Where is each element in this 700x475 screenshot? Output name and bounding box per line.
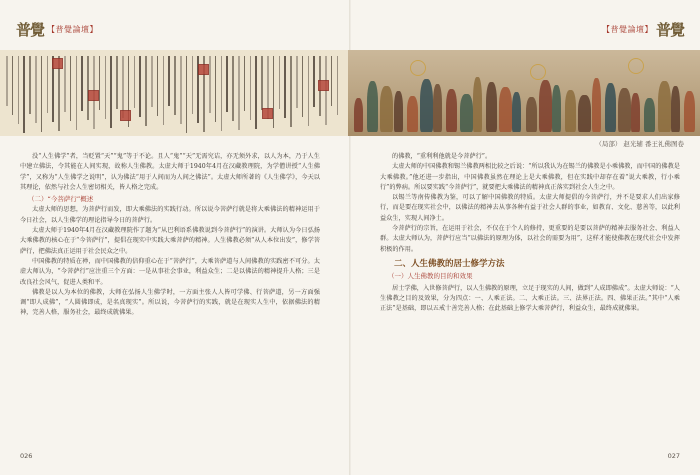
painted-figure bbox=[486, 82, 497, 132]
buddhist-painting-image bbox=[348, 50, 700, 136]
calligraphy-stroke bbox=[273, 56, 275, 128]
painted-figure bbox=[552, 85, 561, 132]
calligraphy-stroke bbox=[122, 56, 124, 118]
paragraph: 太虚大师的思想，为菩萨行而发，即大乘佛法的实践行动。所以说今菩萨行就是将大乘佛法的精神运用于今日社会，以人生佛学的理论指导今日的菩萨行。 bbox=[20, 206, 320, 224]
painted-figure bbox=[658, 81, 671, 132]
calligraphy-stroke bbox=[76, 56, 78, 130]
calligraphy-stroke bbox=[139, 56, 141, 117]
calligraphy-stroke bbox=[99, 56, 101, 110]
calligraphy-stroke bbox=[81, 56, 83, 111]
image-caption: （局部） 赵光辅 番王礼佛图卷 bbox=[595, 140, 684, 148]
magazine-logo: 普覺 bbox=[655, 20, 684, 39]
red-seal-stamp bbox=[318, 80, 329, 91]
subheading: （一）人生佛教的目的和效果 bbox=[388, 272, 473, 281]
calligraphy-stroke bbox=[308, 56, 310, 126]
calligraphy-stroke bbox=[6, 56, 8, 106]
halo bbox=[410, 60, 426, 76]
calligraphy-stroke bbox=[261, 56, 263, 110]
calligraphy-stroke bbox=[12, 56, 14, 115]
painted-figure bbox=[407, 96, 418, 132]
halo bbox=[530, 64, 546, 80]
section-heading: 二、人生佛教的居士修学方法 bbox=[394, 258, 505, 269]
page-number-left: 026 bbox=[20, 452, 33, 460]
painted-figure bbox=[367, 81, 378, 132]
painted-figure bbox=[420, 79, 433, 132]
calligraphy-stroke bbox=[163, 56, 165, 125]
subheading: （二）“今菩萨行”概述 bbox=[28, 195, 94, 204]
painted-figure bbox=[684, 91, 695, 132]
paragraph: 佛教是以人为本位的佛教，大师在弘扬人生佛学时，一方面主张人人皆可学佛、行菩萨道，另一方面强调“即人成佛”，“人圆佛即成，是名真现实”。所以说，今菩萨行的实践，就是在现实人生中，依据佛法的精神，完善人格，服务社会，最终成就佛果。 bbox=[20, 288, 320, 317]
calligraphy-stroke bbox=[134, 56, 136, 108]
left-text-column bbox=[20, 152, 320, 319]
red-seal-stamp bbox=[52, 58, 63, 69]
painted-figure bbox=[605, 83, 616, 132]
calligraphy-stroke bbox=[290, 56, 292, 127]
calligraphy-scroll-image bbox=[0, 50, 348, 136]
right-text-column bbox=[380, 152, 680, 314]
page-number-right: 027 bbox=[667, 452, 680, 460]
calligraphy-stroke bbox=[41, 56, 43, 132]
calligraphy-stroke bbox=[244, 56, 246, 111]
calligraphy-stroke bbox=[302, 56, 304, 117]
calligraphy-stroke bbox=[186, 56, 188, 133]
painted-figure bbox=[512, 92, 521, 132]
red-seal-stamp bbox=[120, 110, 131, 121]
painted-figure bbox=[433, 84, 442, 132]
magazine-logo: 普覺 bbox=[16, 20, 45, 39]
red-seal-stamp bbox=[88, 90, 99, 101]
calligraphy-stroke bbox=[250, 56, 252, 120]
calligraphy-stroke bbox=[215, 56, 217, 122]
calligraphy-stroke bbox=[110, 56, 112, 128]
halo bbox=[628, 58, 644, 74]
header-right bbox=[602, 18, 684, 40]
calligraphy-stroke bbox=[226, 56, 228, 112]
paragraph: 太虚大师的中国佛教和锡兰佛教两相比较之后说：“所以我认为在锡兰的佛教是小乘佛教，而中国的佛教是大乘佛教。”他还进一步指出，中国佛教虽然在理论上是大乘佛教，但在实践中却存在着“说大乘教，行小乘行”的弊病。所以要实践“今菩萨行”，就要把大乘佛法的精神真正落实到社会人生之中。 bbox=[380, 163, 680, 191]
calligraphy-stroke bbox=[284, 56, 286, 118]
calligraphy-stroke bbox=[105, 56, 107, 119]
calligraphy-stroke bbox=[255, 56, 257, 129]
painted-figure bbox=[499, 87, 512, 132]
calligraphy-stroke bbox=[23, 56, 25, 133]
painted-figure bbox=[671, 86, 680, 132]
section-tag-right: 【普覺論壇】 bbox=[601, 24, 653, 34]
calligraphy-stroke bbox=[168, 56, 170, 106]
painted-figure bbox=[460, 94, 473, 132]
calligraphy-stroke bbox=[232, 56, 234, 121]
paragraph: 以锡兰等南传佛教为鉴，可以了解中国佛教的特质。太虚大师提倡的今菩萨行，并不是要求人们出家修行，而是要在现实社会中，以佛法的精神去从事各种有益于社会人群的事业，如教育、文化、慈善等，以此利益众生，实现人间净土。 bbox=[380, 194, 680, 222]
calligraphy-stroke bbox=[151, 56, 153, 107]
paragraph: 的佛教，“重利利他就是今菩萨行”。 bbox=[392, 153, 492, 160]
painted-figure bbox=[644, 98, 655, 132]
paragraph: 中国佛教的特质在禅，而中国佛教的信仰重心在于“菩萨行”，大乘菩萨道与人间佛教的实践密不可分。太虚大师认为，“今菩萨行”应注重三个方面：一是从事社会事业，利益众生；二是以佛法的精神提升人格；三是改良社会风气，促进人类和平。 bbox=[20, 257, 320, 286]
calligraphy-stroke bbox=[337, 56, 339, 115]
calligraphy-stroke bbox=[18, 56, 20, 124]
calligraphy-stroke bbox=[87, 56, 89, 120]
calligraphy-stroke bbox=[180, 56, 182, 124]
paragraph: 没“人生佛学”者，当贬置“天”“鬼”等于不论。且人“鬼”“天”无需究诘，亦无须外求，以人为本，乃于人生中建立佛法，令其能在人间实现，故称人生佛教。太虚大师于1940年4月在汉藏教理院，为学僧讲授“人生佛学”，又称为“人生佛学之说明”，认为佛法“用于人间而为人间之佛法”。太虚大师所著的《人生佛学》，今天以其理论，依然与社会人生密切相关，皆人格之完成。 bbox=[20, 153, 320, 191]
calligraphy-stroke bbox=[209, 56, 211, 113]
painted-figure bbox=[526, 97, 537, 132]
calligraphy-stroke bbox=[174, 56, 176, 115]
painted-figure bbox=[578, 95, 591, 132]
calligraphy-stroke bbox=[238, 56, 240, 130]
calligraphy-stroke bbox=[221, 56, 223, 131]
red-seal-stamp bbox=[262, 108, 273, 119]
paragraph: 今菩萨行的宗旨，在运用于社会，不仅在于个人的修持，更重要的是要以菩萨的精神去服务社会、利益人群。太虚大师认为，菩萨行应当“以佛法的原理为体，以社会的需要为用”，这样才能使佛教在现代社会中发挥积极的作用。 bbox=[380, 225, 680, 253]
calligraphy-stroke bbox=[331, 56, 333, 106]
painted-figure bbox=[473, 77, 482, 132]
calligraphy-stroke bbox=[64, 56, 66, 112]
header-left bbox=[16, 18, 98, 40]
paragraph: 居士学佛，入世修菩萨行，以人生佛教的原理，立足于现实的人间，做到“人成即佛成”。太虚大师说：“人生佛教之目的及效果，分为四点：一、人乘正法。二、大乘正法。三、法界正法。四、佛果正法。”其中“人乘正法”是基础，即以五戒十善完善人格；在此基础上修学大乘菩萨行，利益众生，最终成就佛果。 bbox=[380, 284, 680, 313]
calligraphy-stroke bbox=[145, 56, 147, 126]
calligraphy-stroke bbox=[29, 56, 31, 114]
calligraphy-stroke bbox=[296, 56, 298, 108]
calligraphy-stroke bbox=[116, 56, 118, 109]
painted-figure bbox=[354, 98, 363, 132]
painted-figure bbox=[539, 80, 552, 132]
red-seal-stamp bbox=[198, 64, 209, 75]
painted-figure bbox=[631, 93, 640, 132]
calligraphy-stroke bbox=[279, 56, 281, 109]
calligraphy-stroke bbox=[192, 56, 194, 114]
painted-figure bbox=[618, 88, 631, 132]
painted-figure bbox=[380, 86, 393, 132]
banner-artwork bbox=[0, 50, 700, 136]
calligraphy-stroke bbox=[157, 56, 159, 116]
paragraph: 太虚大师于1940年4月在汉藏教理院作了题为“从巴利语系佛教说到今菩萨行”的演讲。大师认为今日弘扬大乘佛教的核心在于“今菩萨行”，提倡在现实中实践大乘菩萨的精神。人生佛教必须“从人本位出发”，修学菩萨行，把佛法真正运用于社会民众之中。 bbox=[20, 227, 320, 255]
calligraphy-stroke bbox=[47, 56, 49, 113]
section-tag-left: 【普覺論壇】 bbox=[47, 24, 99, 34]
painted-figure bbox=[394, 91, 403, 132]
painted-figure bbox=[592, 78, 601, 132]
painted-figure bbox=[446, 89, 457, 132]
calligraphy-stroke bbox=[35, 56, 37, 123]
calligraphy-stroke bbox=[70, 56, 72, 121]
painted-figure bbox=[565, 90, 576, 132]
calligraphy-stroke bbox=[313, 56, 315, 107]
